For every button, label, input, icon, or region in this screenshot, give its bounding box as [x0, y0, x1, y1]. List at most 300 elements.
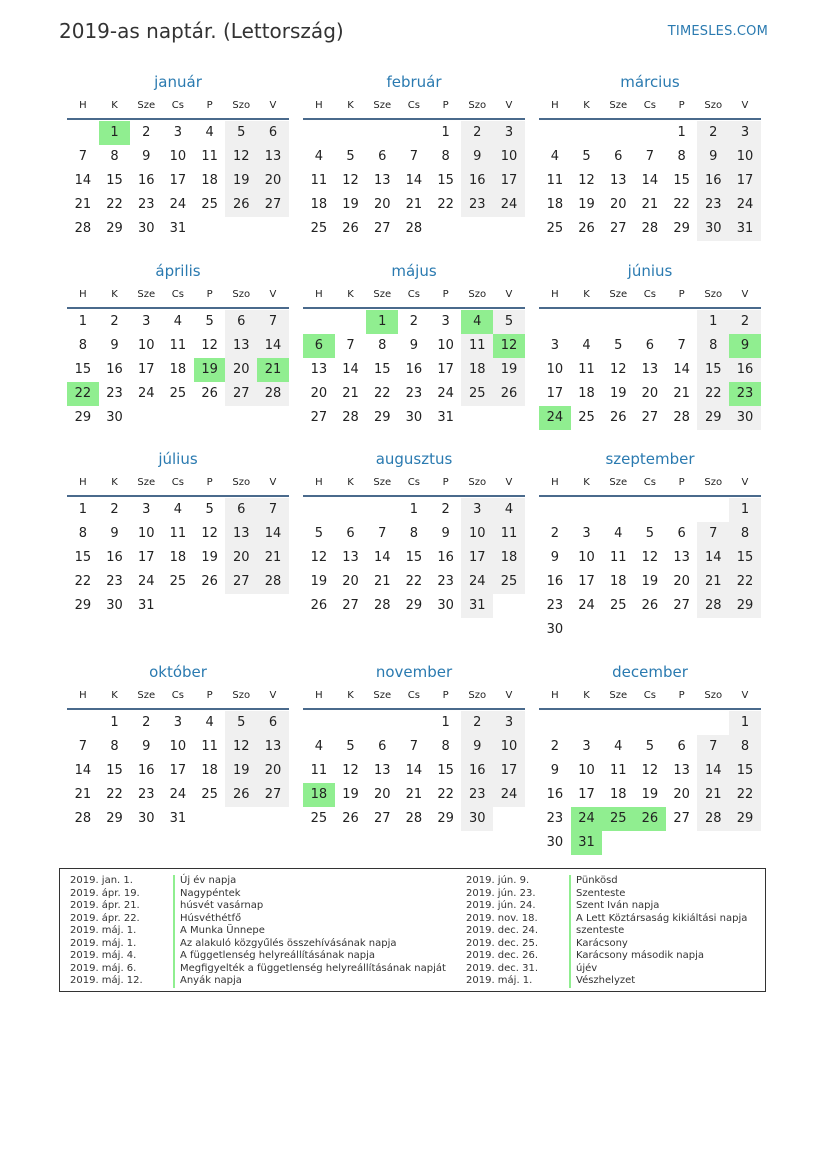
weekday-header	[67, 471, 289, 497]
holiday-name: Új év napja	[180, 875, 237, 886]
weekday-label: Sze	[137, 289, 156, 300]
holiday-day-cell: 24	[571, 807, 603, 831]
holiday-day-cell: 22	[67, 382, 99, 406]
weekday-label: Szo	[704, 690, 723, 701]
weekday-label: Cs	[171, 100, 184, 111]
day-cell: 8	[409, 526, 419, 541]
day-grid	[67, 310, 289, 430]
weekday-label: H	[551, 477, 559, 488]
holiday-name: Húsvéthétfő	[180, 912, 242, 924]
weekday-label: Cs	[171, 289, 184, 300]
day-cell: 26	[578, 221, 595, 236]
day-cell: 2	[461, 121, 493, 145]
day-cell: 26	[310, 598, 328, 613]
holiday-date: 2019. máj. 1.	[70, 937, 137, 949]
day-cell: 16	[461, 759, 493, 783]
day-cell: 23	[106, 574, 123, 589]
day-cell: 15	[74, 362, 92, 377]
weekday-label: Sze	[373, 477, 392, 488]
weekday-label: Sze	[137, 690, 156, 701]
day-cell: 25	[169, 574, 187, 589]
day-cell: 20	[225, 358, 257, 382]
day-cell: 19	[641, 574, 659, 589]
day-cell: 12	[310, 550, 328, 565]
day-cell: 8	[110, 739, 119, 754]
day-cell: 13	[225, 522, 257, 546]
weekday-label: P	[442, 690, 449, 701]
day-cell: 10	[461, 522, 493, 546]
day-cell: 19	[201, 550, 218, 565]
day-cell: 27	[225, 382, 257, 406]
holiday-name: Az alakuló közgyűlés összehívásának napja	[180, 937, 397, 949]
weekday-label: K	[111, 100, 118, 111]
empty-cell	[602, 310, 634, 334]
holiday-name: A Lett Köztársaság kikiáltási napja	[576, 912, 748, 924]
day-cell: 22	[74, 574, 92, 589]
month-8	[303, 447, 525, 618]
month-name: január	[154, 73, 202, 91]
day-cell: 15	[106, 763, 123, 778]
month-name: június	[627, 262, 673, 280]
day-cell: 2	[441, 502, 450, 517]
day-cell: 17	[169, 763, 187, 778]
weekday-label: Cs	[171, 477, 184, 488]
day-cell: 28	[697, 807, 729, 831]
day-cell: 27	[641, 410, 659, 425]
holiday-name: Megfigyelték a függetlenség helyreállításának napját	[180, 962, 446, 974]
day-grid	[539, 498, 761, 642]
day-cell: 1	[409, 502, 419, 517]
day-cell: 21	[74, 197, 92, 212]
day-cell: 27	[673, 811, 690, 826]
day-cell: 14	[373, 550, 391, 565]
day-cell: 31	[137, 598, 155, 613]
day-cell: 9	[461, 145, 493, 169]
day-cell: 1	[677, 125, 686, 140]
day-cell: 28	[74, 221, 92, 236]
day-cell: 30	[546, 835, 564, 850]
month-12	[539, 660, 761, 855]
day-cell: 22	[673, 197, 690, 212]
day-cell: 12	[201, 526, 218, 541]
day-cell: 19	[342, 197, 359, 212]
day-cell: 27	[225, 570, 257, 594]
holiday-marker	[173, 888, 175, 901]
day-cell: 27	[373, 221, 391, 236]
month-name: március	[620, 73, 680, 91]
day-cell: 27	[609, 221, 627, 236]
day-cell: 21	[697, 570, 729, 594]
weekday-label: Szo	[232, 477, 251, 488]
day-cell: 16	[137, 763, 155, 778]
legend-row	[70, 913, 446, 926]
day-cell: 21	[342, 386, 359, 401]
legend-row	[466, 913, 747, 926]
month-name: július	[158, 450, 198, 468]
day-cell: 14	[641, 173, 659, 188]
weekday-header	[67, 94, 289, 120]
empty-cell	[571, 310, 603, 334]
day-cell: 6	[645, 338, 655, 353]
day-cell: 24	[169, 787, 187, 802]
day-cell: 10	[546, 362, 564, 377]
day-cell: 18	[493, 546, 525, 570]
day-cell: 24	[461, 570, 493, 594]
empty-cell	[366, 121, 398, 145]
day-cell: 10	[437, 338, 454, 353]
day-cell: 28	[342, 410, 359, 425]
weekday-label: H	[79, 477, 87, 488]
day-cell: 7	[409, 149, 419, 164]
day-cell: 11	[201, 739, 218, 754]
weekday-label: K	[583, 477, 590, 488]
day-cell: 22	[106, 197, 123, 212]
day-cell: 18	[578, 386, 595, 401]
holiday-date: 2019. ápr. 19.	[70, 887, 140, 899]
day-cell: 31	[437, 410, 454, 425]
holiday-date: 2019. jún. 23.	[466, 887, 536, 899]
day-cell: 2	[142, 125, 151, 140]
day-cell: 15	[729, 546, 761, 570]
day-cell: 11	[310, 763, 328, 778]
day-cell: 5	[225, 711, 257, 735]
holiday-date: 2019. máj. 1.	[70, 925, 137, 936]
day-cell: 30	[106, 598, 123, 613]
day-cell: 20	[373, 787, 391, 802]
day-grid	[303, 121, 525, 241]
empty-cell	[303, 498, 335, 522]
empty-cell	[697, 711, 729, 735]
day-cell: 25	[169, 386, 187, 401]
day-cell: 29	[437, 811, 454, 826]
day-cell: 24	[137, 386, 155, 401]
day-cell: 23	[461, 783, 493, 807]
day-cell: 3	[142, 314, 151, 329]
weekday-label: Cs	[407, 100, 420, 111]
weekday-label: Szo	[232, 289, 251, 300]
weekday-label: P	[442, 100, 449, 111]
holiday-legend	[59, 868, 766, 992]
weekday-label: Cs	[407, 477, 420, 488]
day-cell: 20	[257, 169, 289, 193]
holiday-date: 2019. dec. 24.	[466, 925, 539, 936]
day-cell: 12	[641, 763, 659, 778]
day-cell: 30	[546, 622, 564, 637]
day-cell: 3	[550, 338, 559, 353]
day-cell: 31	[461, 594, 493, 618]
holiday-date: 2019. jún. 24.	[466, 900, 536, 911]
day-cell: 10	[729, 145, 761, 169]
day-cell: 22	[373, 386, 391, 401]
day-cell: 11	[310, 173, 328, 188]
day-cell: 2	[110, 314, 119, 329]
weekday-header	[539, 471, 761, 497]
day-cell: 26	[641, 598, 659, 613]
empty-cell	[602, 498, 634, 522]
day-cell: 9	[441, 526, 450, 541]
day-cell: 1	[110, 715, 119, 730]
day-cell: 27	[373, 811, 391, 826]
empty-cell	[634, 711, 666, 735]
day-cell: 9	[409, 338, 419, 353]
weekday-label: Szo	[704, 100, 723, 111]
weekday-header	[303, 283, 525, 309]
day-cell: 16	[461, 169, 493, 193]
empty-cell	[602, 121, 634, 145]
holiday-date: 2019. nov. 18.	[466, 912, 538, 924]
day-cell: 28	[257, 382, 289, 406]
legend-row	[70, 938, 446, 951]
day-cell: 26	[609, 410, 627, 425]
month-name: november	[375, 663, 453, 681]
legend-row	[70, 925, 446, 938]
empty-cell	[571, 711, 603, 735]
weekday-label: V	[269, 690, 277, 701]
holiday-marker	[173, 963, 175, 976]
day-cell: 7	[257, 310, 289, 334]
weekday-label: V	[269, 477, 277, 488]
day-cell: 6	[677, 526, 686, 541]
holiday-name: újév	[576, 962, 598, 974]
day-cell: 5	[346, 739, 355, 754]
day-cell: 21	[673, 386, 690, 401]
weekday-label: V	[505, 100, 513, 111]
day-cell: 19	[641, 787, 659, 802]
day-cell: 13	[225, 334, 257, 358]
day-cell: 17	[578, 787, 595, 802]
legend-row	[70, 963, 446, 976]
day-cell: 9	[142, 149, 151, 164]
day-cell: 6	[614, 149, 623, 164]
weekday-label: Sze	[373, 690, 392, 701]
month-10	[67, 660, 289, 831]
day-cell: 29	[697, 406, 729, 430]
weekday-label: P	[206, 477, 213, 488]
day-cell: 6	[346, 526, 355, 541]
day-cell: 11	[461, 334, 493, 358]
day-cell: 3	[461, 498, 493, 522]
day-cell: 13	[257, 145, 289, 169]
day-cell: 21	[641, 197, 659, 212]
holiday-date: 2019. dec. 26.	[466, 950, 539, 961]
day-cell: 21	[697, 783, 729, 807]
day-cell: 16	[729, 358, 761, 382]
day-cell: 13	[609, 173, 627, 188]
day-cell: 5	[493, 310, 525, 334]
month-11	[303, 660, 525, 831]
day-cell: 2	[110, 502, 119, 517]
holiday-name: Karácsony második napja	[576, 950, 705, 961]
day-cell: 12	[201, 338, 218, 353]
holiday-date: 2019. dec. 25.	[466, 937, 539, 949]
holiday-marker	[569, 875, 571, 888]
day-cell: 28	[257, 570, 289, 594]
weekday-label: V	[741, 100, 749, 111]
day-cell: 11	[201, 149, 218, 164]
empty-cell	[571, 121, 603, 145]
day-cell: 4	[614, 739, 623, 754]
weekday-label: K	[347, 477, 354, 488]
day-cell: 21	[405, 787, 423, 802]
day-cell: 17	[546, 386, 564, 401]
weekday-label: Szo	[704, 289, 723, 300]
weekday-label: Szo	[468, 100, 487, 111]
day-cell: 14	[257, 334, 289, 358]
holiday-name: Pünkösd	[576, 875, 618, 886]
holiday-name: Anyák napja	[180, 975, 242, 986]
day-cell: 23	[137, 787, 155, 802]
weekday-label: P	[206, 100, 213, 111]
day-cell: 7	[677, 338, 686, 353]
day-cell: 19	[493, 358, 525, 382]
day-cell: 9	[110, 526, 119, 541]
empty-cell	[335, 310, 367, 334]
day-cell: 29	[729, 594, 761, 618]
day-cell: 18	[201, 173, 218, 188]
weekday-label: V	[505, 690, 513, 701]
day-cell: 5	[205, 502, 214, 517]
day-cell: 14	[257, 522, 289, 546]
day-cell: 29	[74, 598, 92, 613]
day-cell: 26	[342, 811, 359, 826]
weekday-label: V	[741, 289, 749, 300]
day-cell: 13	[310, 362, 328, 377]
weekday-label: H	[79, 690, 87, 701]
holiday-day-cell: 6	[303, 334, 335, 358]
day-cell: 14	[405, 173, 423, 188]
day-cell: 17	[461, 546, 493, 570]
holiday-date: 2019. máj. 4.	[70, 950, 137, 961]
day-grid	[303, 711, 525, 831]
holiday-day-cell: 4	[461, 310, 493, 334]
day-cell: 1	[78, 502, 87, 517]
empty-cell	[634, 310, 666, 334]
day-cell: 22	[437, 787, 454, 802]
weekday-label: Sze	[609, 477, 628, 488]
day-cell: 23	[437, 574, 454, 589]
day-cell: 4	[582, 338, 591, 353]
day-cell: 29	[373, 410, 391, 425]
weekday-label: Cs	[407, 690, 420, 701]
weekday-label: Sze	[373, 289, 392, 300]
day-cell: 21	[405, 197, 423, 212]
weekday-label: H	[315, 289, 323, 300]
empty-cell	[303, 711, 335, 735]
day-cell: 4	[173, 502, 183, 517]
weekday-label: Sze	[373, 100, 392, 111]
day-cell: 12	[609, 362, 627, 377]
day-cell: 13	[641, 362, 659, 377]
weekday-label: H	[79, 289, 87, 300]
day-cell: 8	[78, 338, 87, 353]
weekday-label: H	[79, 100, 87, 111]
empty-cell	[666, 310, 698, 334]
day-cell: 23	[461, 193, 493, 217]
day-cell: 29	[673, 221, 690, 236]
legend-row	[70, 950, 446, 963]
day-cell: 5	[582, 149, 591, 164]
holiday-day-cell: 24	[539, 406, 571, 430]
weekday-label: P	[206, 289, 213, 300]
holiday-name: A függetlenség helyreállításának napja	[180, 950, 376, 961]
day-cell: 25	[461, 382, 493, 406]
month-name: április	[155, 262, 201, 280]
day-cell: 3	[582, 739, 591, 754]
day-cell: 26	[342, 221, 359, 236]
empty-cell	[539, 711, 571, 735]
day-cell: 13	[257, 735, 289, 759]
day-cell: 12	[342, 173, 359, 188]
day-cell: 15	[405, 550, 423, 565]
day-cell: 11	[609, 550, 627, 565]
day-cell: 5	[645, 526, 655, 541]
day-cell: 9	[461, 735, 493, 759]
day-cell: 17	[137, 550, 155, 565]
weekday-label: K	[583, 690, 590, 701]
day-cell: 28	[405, 811, 423, 826]
holiday-date: 2019. ápr. 21.	[70, 900, 140, 911]
day-cell: 22	[106, 787, 123, 802]
day-cell: 30	[137, 221, 155, 236]
site-brand[interactable]: TIMESLES.COM	[667, 24, 768, 39]
day-cell: 20	[342, 574, 359, 589]
holiday-day-cell: 12	[493, 334, 525, 358]
day-cell: 20	[225, 546, 257, 570]
day-cell: 3	[173, 715, 183, 730]
holiday-day-cell: 23	[729, 382, 761, 406]
holiday-marker	[173, 875, 175, 888]
day-cell: 3	[142, 502, 151, 517]
month-name: május	[391, 262, 437, 280]
day-cell: 1	[78, 314, 87, 329]
day-cell: 6	[378, 739, 387, 754]
day-cell: 15	[437, 173, 454, 188]
day-cell: 30	[405, 410, 423, 425]
empty-cell	[335, 498, 367, 522]
weekday-label: K	[583, 289, 590, 300]
day-cell: 1	[441, 125, 450, 140]
holiday-name: Vészhelyzet	[576, 975, 636, 986]
weekday-label: Szo	[704, 477, 723, 488]
weekday-label: H	[551, 690, 559, 701]
day-cell: 16	[546, 787, 564, 802]
day-cell: 15	[437, 763, 454, 778]
day-cell: 7	[78, 149, 87, 164]
holiday-day-cell: 26	[634, 807, 666, 831]
weekday-label: H	[315, 477, 323, 488]
day-cell: 29	[106, 221, 123, 236]
month-5	[303, 259, 525, 430]
day-cell: 15	[673, 173, 690, 188]
day-cell: 7	[697, 735, 729, 759]
weekday-label: Szo	[468, 690, 487, 701]
weekday-label: V	[505, 477, 513, 488]
day-cell: 11	[169, 338, 187, 353]
day-cell: 12	[225, 145, 257, 169]
weekday-label: K	[347, 289, 354, 300]
weekday-label: Cs	[407, 289, 420, 300]
weekday-label: K	[347, 690, 354, 701]
day-cell: 26	[201, 574, 218, 589]
weekday-label: Szo	[232, 100, 251, 111]
day-cell: 7	[78, 739, 87, 754]
day-cell: 13	[673, 550, 690, 565]
day-cell: 18	[310, 197, 328, 212]
day-cell: 20	[673, 574, 690, 589]
day-cell: 21	[74, 787, 92, 802]
day-cell: 25	[201, 197, 218, 212]
day-grid	[67, 121, 289, 241]
